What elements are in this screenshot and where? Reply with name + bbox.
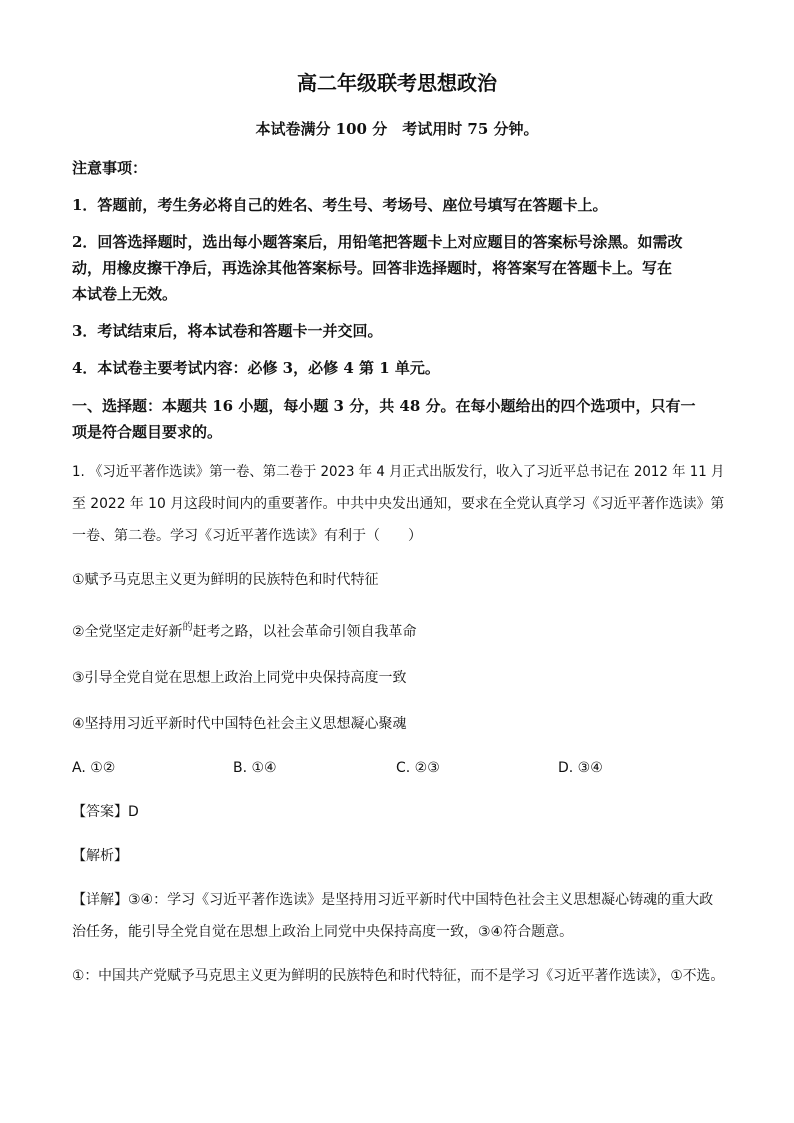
analysis-label: 【解析】: [72, 848, 128, 864]
notice-item-4: 4．本试卷主要考试内容：必修 3，必修 4 第 1 单元。: [72, 359, 440, 377]
option-a: A. ①②: [72, 760, 116, 776]
notice-item-1: 1．答题前，考生务必将自己的姓名、考生号、考场号、座位号填写在答题卡上。: [72, 196, 608, 214]
detail-line-2: 治任务，能引导全党自觉在思想上政治上同党中央保持高度一致，③④符合题意。: [72, 924, 574, 940]
exam-info: 本试卷满分 100 分 考试用时 75 分钟。: [255, 120, 539, 138]
option-c: C. ②③: [396, 760, 440, 776]
answer-line: 【答案】D: [72, 804, 139, 820]
question-stem-line-2: 至 2022 年 10 月这段时间内的重要著作。中共中央发出通知，要求在全党认真学习《习近平著作选读》第: [72, 496, 725, 512]
option-d: D. ③④: [558, 760, 603, 776]
statement-2-part-a: ②全党坚定走好新: [72, 624, 183, 640]
statement-1: ①赋予马克思主义更为鲜明的民族特色和时代特征: [72, 572, 379, 588]
page-title: 高二年级联考思想政治: [297, 71, 497, 95]
notice-heading: 注意事项：: [72, 159, 148, 177]
detail-line-3: ①：中国共产党赋予马克思主义更为鲜明的民族特色和时代特征，而不是学习《习近平著作选读》，①不选。: [72, 968, 725, 984]
notice-item-2-line-3: 本试卷上无效。: [72, 285, 178, 303]
detail-line-1: 【详解】③④：学习《习近平著作选读》是坚持用习近平新时代中国特色社会主义思想凝心铸魂的重大政: [72, 892, 714, 908]
statement-2-superscript: 的: [182, 622, 193, 633]
question-stem-line-1: 1. 《习近平著作选读》第一卷、第二卷于 2023 年 4 月正式出版发行，收入了习近平总书记在 2012 年 11 月: [72, 464, 725, 480]
statement-4: ④坚持用习近平新时代中国特色社会主义思想凝心聚魂: [72, 716, 407, 732]
option-b: B. ①④: [233, 760, 277, 776]
notice-item-2-line-1: 2．回答选择题时，选出每小题答案后，用铅笔把答题卡上对应题目的答案标号涂黑。如需改: [72, 233, 683, 251]
section-heading-line-2: 项是符合题目要求的。: [72, 423, 223, 441]
section-heading-line-1: 一、选择题：本题共 16 小题，每小题 3 分，共 48 分。在每小题给出的四个选项中，只有一: [72, 397, 696, 415]
question-stem-line-3: 一卷、第二卷。学习《习近平著作选读》有利于（ ）: [72, 528, 422, 544]
notice-item-3: 3．考试结束后，将本试卷和答题卡一并交回。: [72, 322, 383, 340]
statement-3: ③引导全党自觉在思想上政治上同党中央保持高度一致: [72, 670, 407, 686]
statement-2: [72, 622, 417, 644]
notice-item-2-line-2: 动，用橡皮擦干净后，再选涂其他答案标号。回答非选择题时，将答案写在答题卡上。写在: [72, 259, 673, 277]
statement-2-part-b: 赶考之路，以社会革命引领自我革命: [192, 624, 417, 640]
